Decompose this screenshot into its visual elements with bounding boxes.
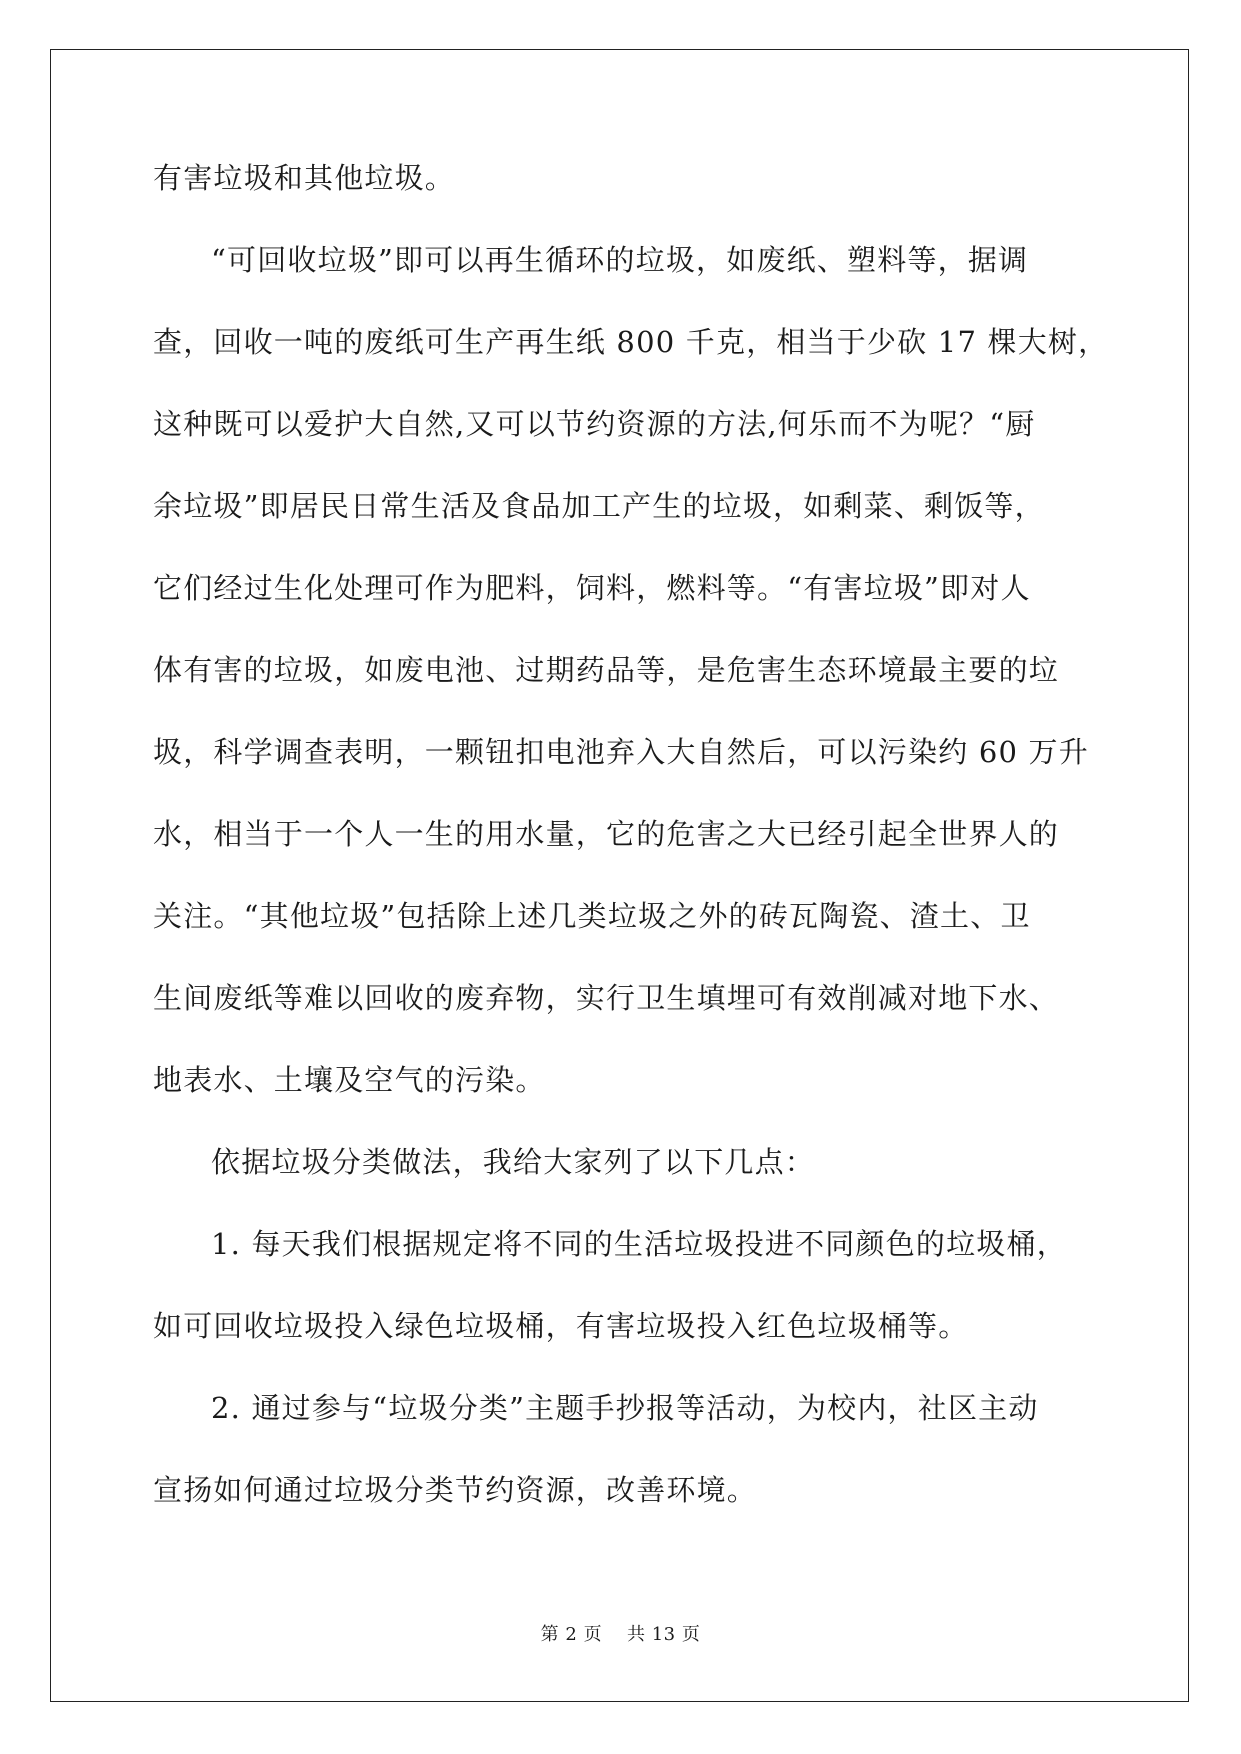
text-line: 这种既可以爱护大自然,又可以节约资源的方法,何乐而不为呢？“厨: [153, 407, 1036, 441]
page-total: 共 13 页: [626, 1624, 701, 1645]
text-line: 查，回收一吨的废纸可生产再生纸 800 千克，相当于少砍 17 棵大树，: [153, 325, 1109, 359]
text-line: 它们经过生化处理可作为肥料，饲料，燃料等。“有害垃圾”即对人: [153, 571, 1031, 605]
text-line: 宣扬如何通过垃圾分类节约资源，改善环境。: [153, 1473, 758, 1507]
text-line: 水，相当于一个人一生的用水量，它的危害之大已经引起全世界人的: [153, 817, 1060, 851]
text-line: 依据垃圾分类做法，我给大家列了以下几点：: [211, 1145, 816, 1179]
list-item-2: 2. 通过参与“垃圾分类”主题手抄报等活动，为校内，社区主动: [211, 1391, 1039, 1425]
document-body: [153, 160, 1109, 1554]
text-line: 圾，科学调查表明，一颗钮扣电池弃入大自然后，可以污染约 60 万升: [153, 735, 1089, 769]
text-line: “可回收垃圾”即可以再生循环的垃圾，如废纸、塑料等，据调: [211, 243, 1029, 277]
text-line: 有害垃圾和其他垃圾。: [153, 161, 456, 195]
text-line: 地表水、土壤及空气的污染。: [153, 1063, 546, 1097]
page-footer: [0, 1620, 1241, 1646]
text-line: 体有害的垃圾，如废电池、过期药品等，是危害生态环境最主要的垃: [153, 653, 1060, 687]
page-number: 第 2 页: [540, 1624, 603, 1645]
text-line: 余垃圾”即居民日常生活及食品加工产生的垃圾，如剩菜、剩饭等，: [153, 489, 1045, 523]
list-item-1: 1. 每天我们根据规定将不同的生活垃圾投进不同颜色的垃圾桶，: [211, 1227, 1067, 1261]
text-line: 生间废纸等难以回收的废弃物，实行卫生填埋可有效削减对地下水、: [153, 981, 1060, 1015]
text-line: 如可回收垃圾投入绿色垃圾桶，有害垃圾投入红色垃圾桶等。: [153, 1309, 969, 1343]
text-line: 关注。“其他垃圾”包括除上述几类垃圾之外的砖瓦陶瓷、渣土、卫: [153, 899, 1031, 933]
